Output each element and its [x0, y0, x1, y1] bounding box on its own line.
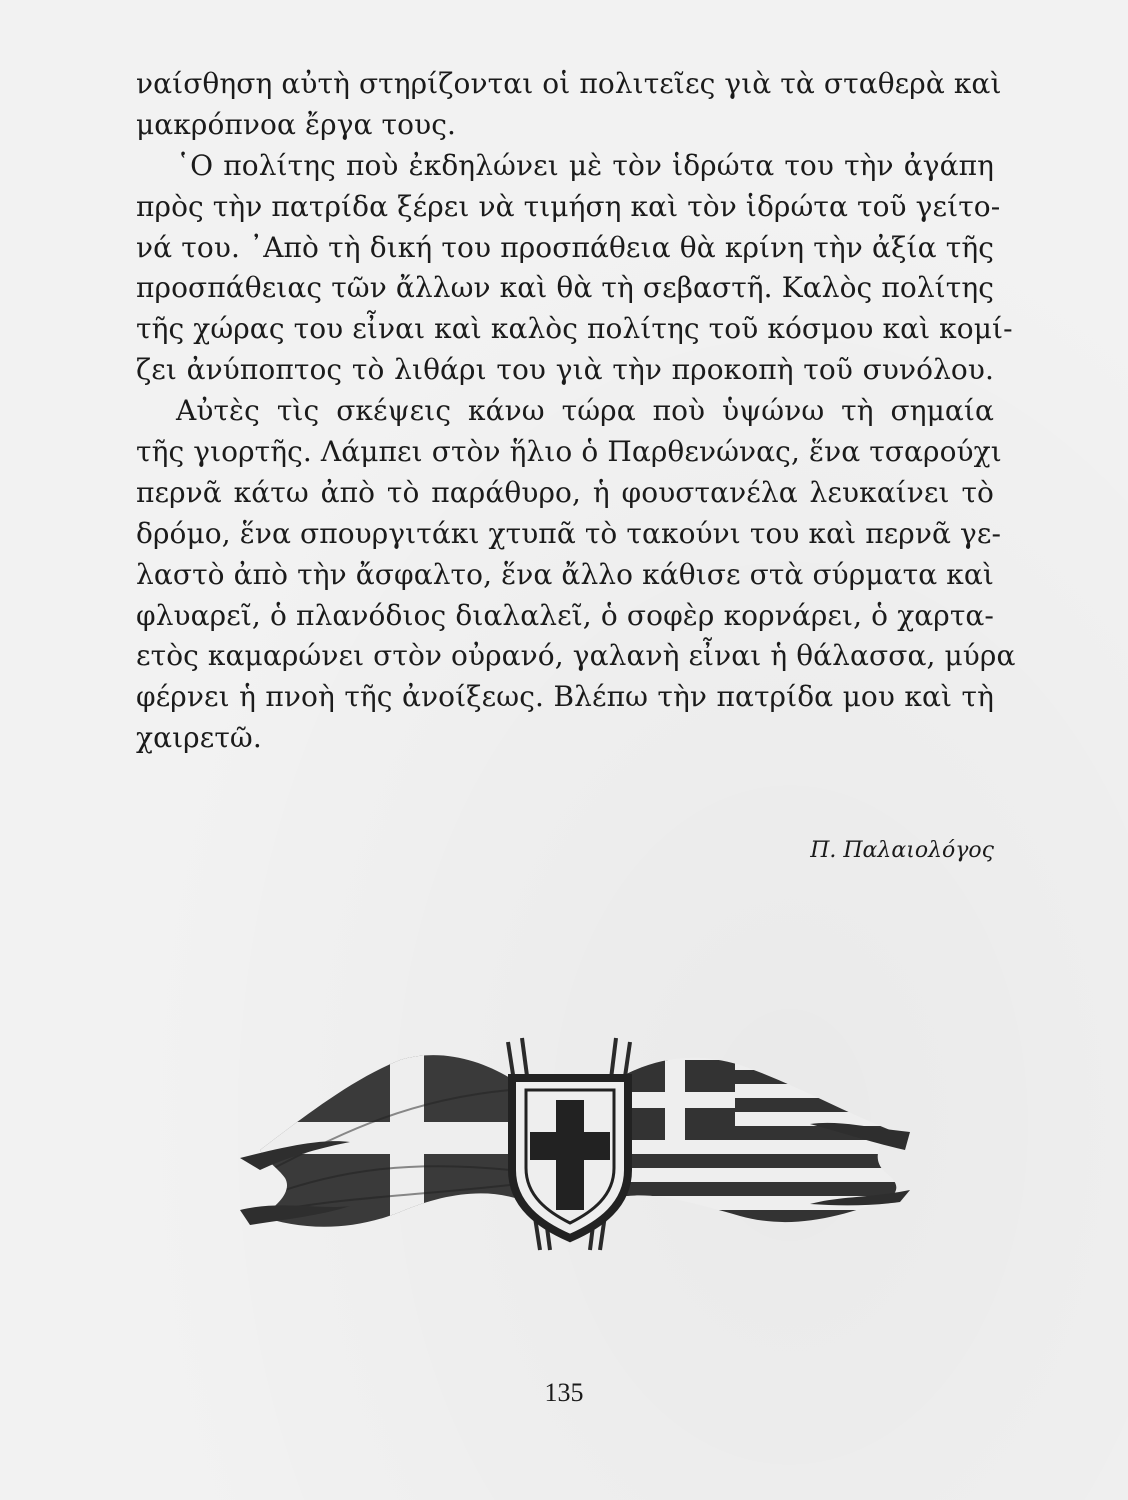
- text-line: ζει ἀνύποπτος τὸ λιθάρι του γιὰ τὴν προκοπὴ τοῦ συνόλου.: [136, 353, 994, 387]
- author-signature: Π. Παλαιολόγος: [810, 838, 994, 863]
- text-line: ῾Ο πολίτης ποὺ ἐκδηλώνει μὲ τὸν ἱδρώτα του τὴν ἀγάπη: [176, 148, 994, 182]
- page-number: 135: [544, 1378, 584, 1407]
- text-line: τῆς χώρας του εἶναι καὶ καλὸς πολίτης τοῦ κόσμου καὶ κομί-: [136, 312, 1013, 346]
- text-line: φέρνει ἡ πνοὴ τῆς ἀνοίξεως. Βλέπω τὴν πατρίδα μου καὶ τὴ: [136, 680, 994, 714]
- text-line: προσπάθειας τῶν ἄλλων καὶ θὰ τὴ σεβαστῆ. Καλὸς πολίτης: [136, 271, 994, 305]
- text-line: πρὸς τὴν πατρίδα ξέρει νὰ τιμήση καὶ τὸν ἱδρώτα τοῦ γείτο-: [136, 189, 1001, 223]
- text-line: ετὸς καμαρώνει στὸν οὐρανό, γαλανὴ εἶναι ἡ θάλασσα, μύρα: [136, 639, 1016, 673]
- text-line: ναίσθηση αὐτὴ στηρίζονται οἱ πολιτεῖες γιὰ τὰ σταθερὰ καὶ: [136, 67, 1002, 100]
- text-line: χαιρετῶ.: [136, 721, 262, 755]
- left-cross-flag: [240, 1020, 540, 1260]
- cross-shield-icon: [512, 1078, 628, 1238]
- text-line: δρόμο, ἕνα σπουργιτάκι χτυπᾶ τὸ τακούνι του καὶ περνᾶ γε-: [136, 516, 1002, 550]
- text-line: περνᾶ κάτω ἀπὸ τὸ παράθυρο, ἡ φουστανέλα λευκαίνει τὸ: [136, 475, 994, 509]
- text-line: μακρόπνοα ἔργα τους.: [136, 107, 456, 141]
- flags-ornament-illustration: [240, 1020, 910, 1260]
- text-line: τῆς γιορτῆς. Λάμπει στὸν ἥλιο ὁ Παρθενώνας, ἕνα τσαρούχι: [136, 435, 1002, 469]
- text-line: φλυαρεῖ, ὁ πλανόδιος διαλαλεῖ, ὁ σοφὲρ κορνάρει, ὁ χαρτα-: [136, 598, 994, 632]
- body-text: [136, 64, 1016, 759]
- text-line: νά του. ᾽Απὸ τὴ δική του προσπάθεια θὰ κρίνη τὴν ἀξία τῆς: [136, 230, 994, 264]
- right-striped-flag: [600, 1020, 910, 1260]
- text-line: λαστὸ ἀπὸ τὴν ἄσφαλτο, ἕνα ἄλλο κάθισε στὰ σύρματα καὶ: [136, 557, 994, 591]
- text-line: Αὐτὲς τὶς σκέψεις κάνω τώρα ποὺ ὑψώνω τὴ σημαία: [176, 394, 994, 428]
